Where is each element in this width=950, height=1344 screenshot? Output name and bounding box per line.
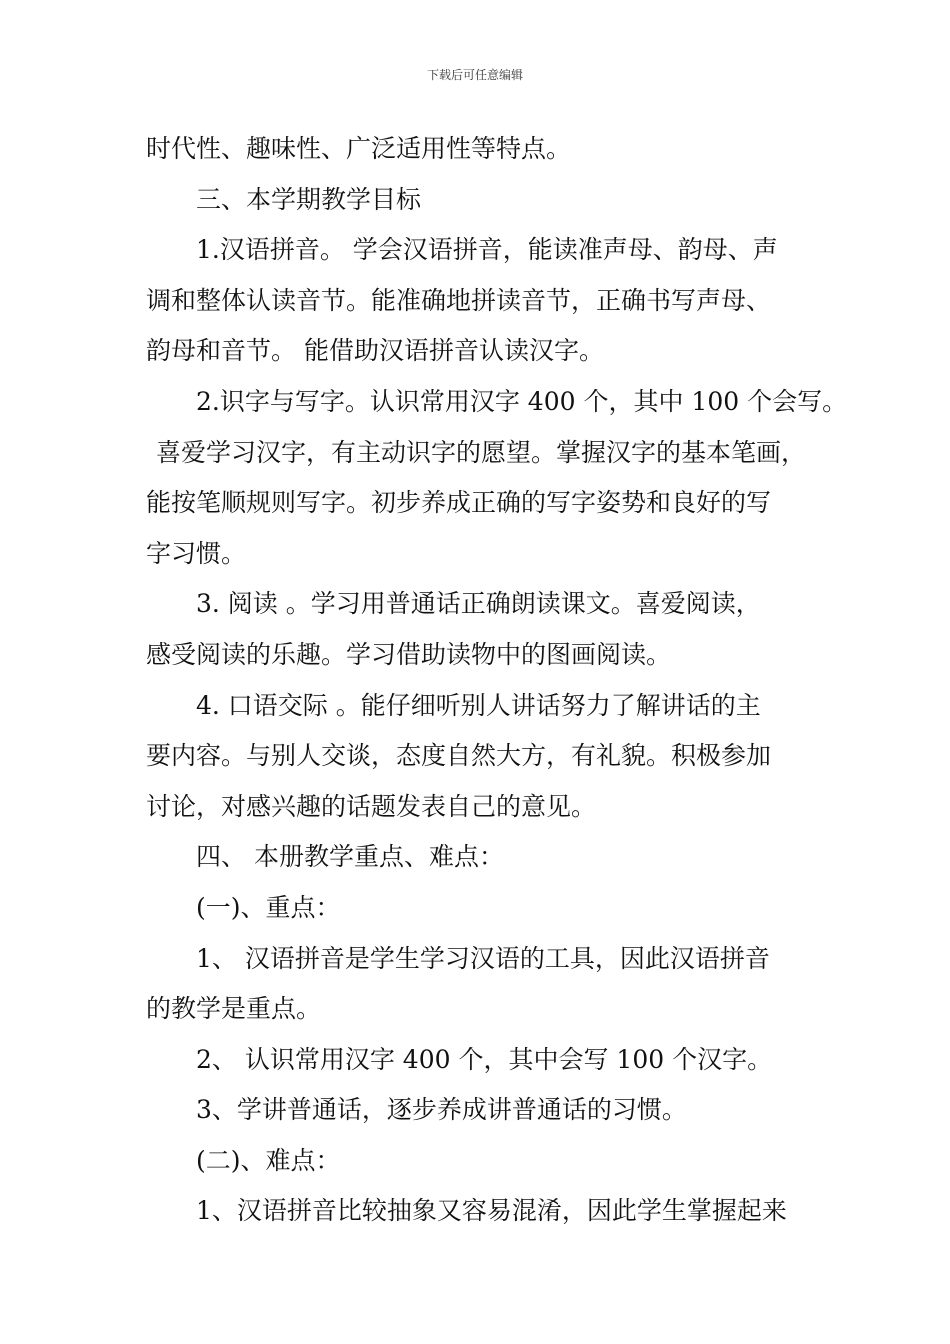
text-line: 2、 认识常用汉字 400 个，其中会写 100 个汉字。 [196, 1044, 773, 1074]
text-line: 1、 汉语拼音是学生学习汉语的工具，因此汉语拼音 [196, 943, 770, 973]
text-line: (一)、重点： [196, 892, 341, 922]
page-header: 下载后可任意编辑 [426, 68, 523, 82]
text-line: 讨论，对感兴趣的话题发表自己的意见。 [146, 791, 597, 821]
text-line: 2.识字与写字。认识常用汉字 400 个，其中 100 个会写。 [196, 386, 848, 416]
document-body [146, 128, 848, 1241]
text-line: 3、学讲普通话，逐步养成讲普通话的习惯。 [196, 1095, 687, 1125]
text-line: 能按笔顺规则写字。初步养成正确的写字姿势和良好的写 [146, 488, 772, 518]
text-line: 三、本学期教学目标 [196, 184, 422, 214]
text-line: 4. 口语交际 。能仔细听别人讲话努力了解讲话的主 [196, 690, 761, 720]
text-line: 1、汉语拼音比较抽象又容易混淆，因此学生掌握起来 [196, 1196, 787, 1226]
text-line: 3. 阅读 。学习用普通话正确朗读课文。喜爱阅读， [196, 589, 761, 619]
text-line: 感受阅读的乐趣。学习借助读物中的图画阅读。 [146, 639, 672, 669]
text-line: 调和整体认读音节。能准确地拼读音节，正确书写声母、 [146, 285, 772, 315]
text-line: 韵母和音节。 能借助汉语拼音认读汉字。 [146, 336, 604, 366]
text-line: 1.汉语拼音。 学会汉语拼音，能读准声母、韵母、声 [196, 235, 778, 265]
text-line: 字习惯。 [146, 538, 247, 568]
text-line: 要内容。与别人交谈，态度自然大方，有礼貌。积极参加 [146, 741, 772, 771]
text-line: 的教学是重点。 [146, 994, 322, 1024]
text-line: 喜爱学习汉字，有主动识字的愿望。掌握汉字的基本笔画， [156, 437, 807, 467]
text-line: 四、 本册教学重点、难点： [196, 842, 504, 872]
text-line: (二)、难点： [196, 1145, 341, 1175]
text-line: 时代性、趣味性、广泛适用性等特点。 [146, 134, 572, 163]
